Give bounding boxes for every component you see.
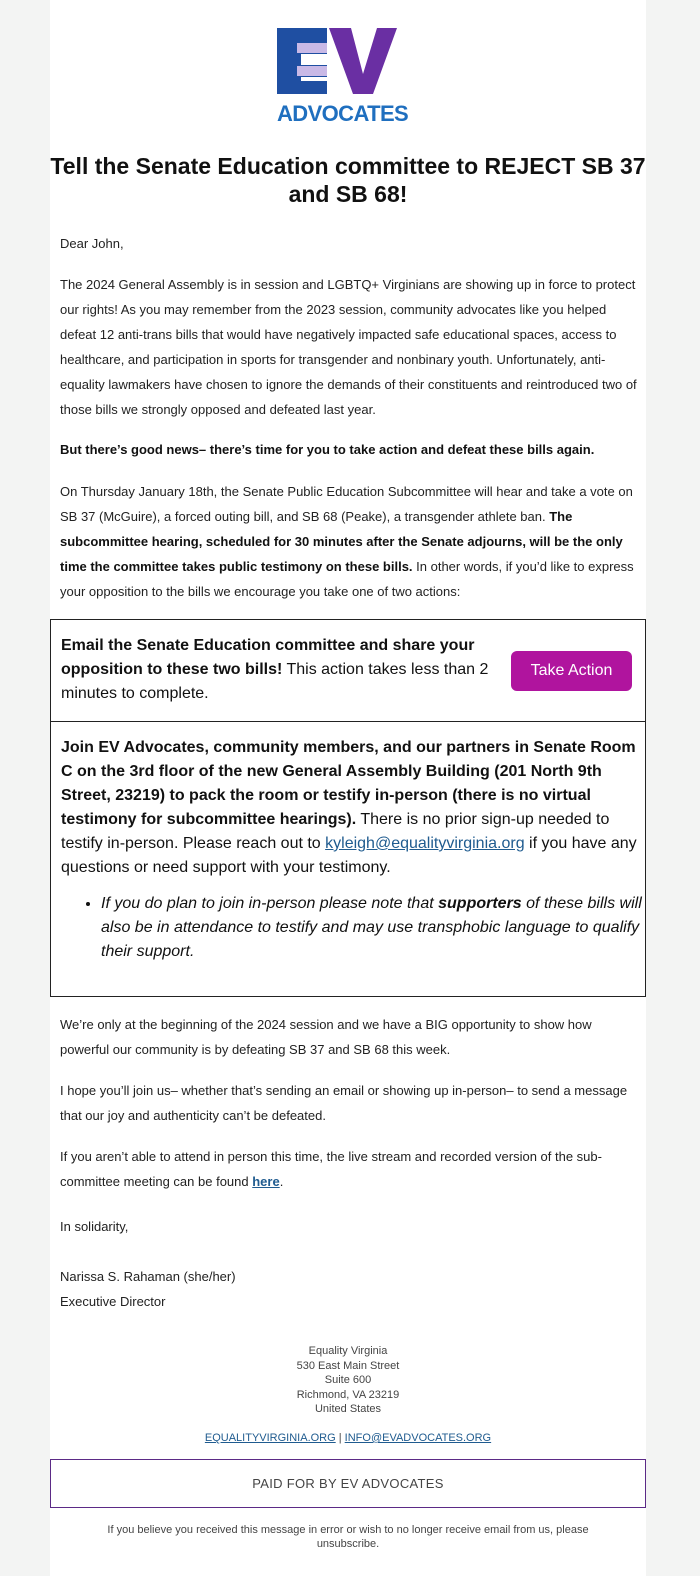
livestream-text-end: .: [279, 1174, 284, 1189]
address-line: Richmond, VA 23219: [296, 1388, 400, 1401]
hearing-paragraph: [60, 479, 640, 604]
in-person-note-list: [61, 892, 661, 964]
email-action-bold: Email the Senate Education committee and share your opposition to these two bills!: [61, 637, 475, 678]
note-bold: supporters: [438, 895, 522, 912]
address-line: Suite 600: [324, 1374, 372, 1386]
join-us-paragraph: I hope you’ll join us– whether that’s sending an email or showing up in-person– to send a message that our joy and authenticity can’t be defeated.: [60, 1083, 628, 1123]
hearing-text-bold: The subcommittee hearing, scheduled for 30 minutes after the Senate adjourns, will be the only time the committee takes public testimony on these bills.: [60, 509, 623, 574]
in-person-action-bold: Join EV Advocates, community members, and our partners in Senate Room C on the 3rd floor of the new General Assembly Building (201 North 9th Street, 23219) to pack the room or testify in-person (there is no virtual testimony for subcommittee hearings).: [61, 739, 636, 828]
good-news-paragraph: But there’s good news– there’s time for you to take action and defeat these bills again.: [60, 442, 595, 457]
livestream-paragraph: [60, 1144, 640, 1194]
ev-advocates-logo: [277, 26, 422, 124]
take-action-button[interactable]: Take Action: [511, 651, 632, 691]
signer-name: Narissa S. Rahaman (she/her): [60, 1269, 236, 1284]
in-person-action-rest1: There is no prior sign-up needed to testify in-person. Please reach out to: [61, 811, 610, 852]
email-action-box: [50, 619, 646, 722]
address-line: 530 East Main Street: [296, 1359, 400, 1372]
in-person-action-text: [61, 736, 641, 880]
intro-paragraph: The 2024 General Assembly is in session and LGBTQ+ Virginians are showing up in force to protect our rights! As you may remember from the 2023 session, community advocates like you helped defeat 12 anti-trans bills that would have negatively impacted safe educational spaces, access to healthcare, and participation in sports for transgender and nonbinary youth. Unfortunately, anti-equality lawmakers have chosen to ignore the demands of their constituents and reintroduced two of those bills we strongly opposed and defeated last year.: [60, 277, 637, 417]
hearing-text-end: In other words, if you’d like to express your opposition to the bills we encourage you take one of two actions:: [60, 559, 634, 599]
contact-link[interactable]: INFO@EVADVOCATES.ORG: [344, 1432, 492, 1444]
website-link[interactable]: EQUALITYVIRGINIA.ORG: [204, 1432, 336, 1444]
footer-links: [50, 1431, 646, 1445]
logo-mark: [277, 26, 422, 124]
livestream-text-start: If you aren’t able to attend in person this time, the live stream and recorded version of the sub-committee meeting can be found: [60, 1149, 602, 1189]
hearing-text-start: On Thursday January 18th, the Senate Public Education Subcommittee will hear and take a vote on SB 37 (McGuire), a forced outing bill, and SB 68 (Peake), a transgender athlete ban.: [60, 484, 633, 524]
email-action-rest: This action takes less than 2 minutes to complete.: [61, 661, 489, 702]
address-line: United States: [314, 1403, 382, 1415]
list-item: [101, 892, 661, 964]
in-person-action-rest2: if you have any questions or need support with your testimony.: [61, 835, 637, 876]
in-person-action-box: [50, 721, 646, 997]
signoff: In solidarity,: [60, 1219, 129, 1234]
footer-address: [50, 1344, 646, 1417]
note-start: If you do plan to join in-person please note that: [101, 895, 439, 912]
contact-email-link[interactable]: kyleigh@equalityvirginia.org: [325, 835, 525, 852]
logo-wordmark: ADVOCATES: [277, 101, 409, 124]
opportunity-paragraph: We’re only at the beginning of the 2024 session and we have a BIG opportunity to show how powerful our community is by defeating SB 37 and SB 68 this week.: [60, 1017, 592, 1057]
unsubscribe-note[interactable]: If you believe you received this message in error or wish to no longer receive email from us, please unsubscribe.: [107, 1524, 589, 1550]
livestream-here-link[interactable]: here: [252, 1174, 280, 1189]
paid-for-disclaimer: PAID FOR BY EV ADVOCATES: [50, 1459, 646, 1508]
address-line: Equality Virginia: [308, 1345, 388, 1357]
footer-separator: |: [338, 1432, 342, 1444]
signer-title: Executive Director: [60, 1294, 166, 1309]
headline: Tell the Senate Education committee to REJECT SB 37 and SB 68!: [50, 153, 646, 207]
greeting: Dear John,: [60, 236, 124, 251]
email-action-text: [61, 634, 491, 706]
note-end: of these bills will also be in attendance to testify and may use transphobic language to qualify their support.: [101, 895, 642, 960]
email-body: [50, 0, 646, 1576]
